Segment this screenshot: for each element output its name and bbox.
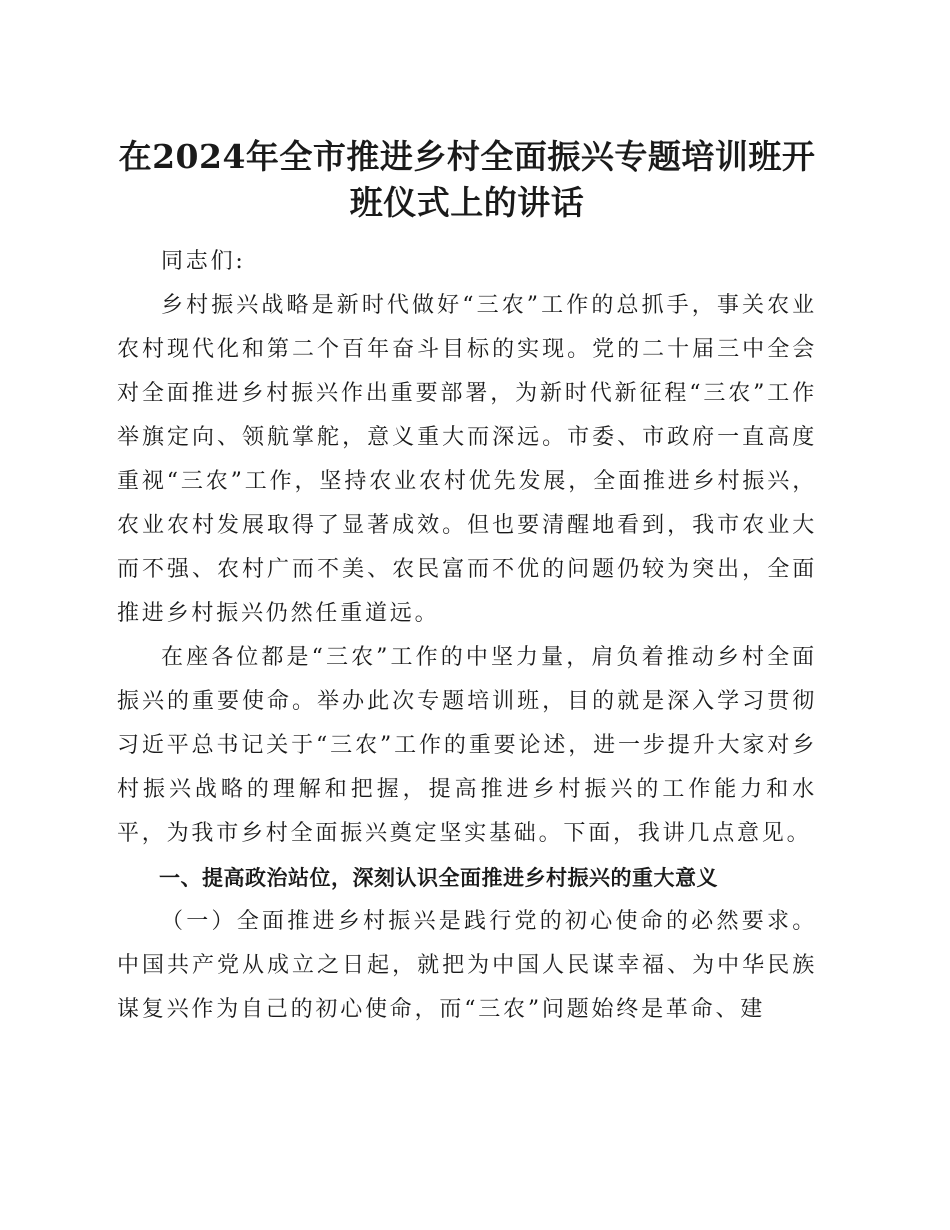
title-line-2: 班仪式上的讲话 (349, 183, 585, 222)
paragraph-purpose: 在座各位都是“三农”工作的中坚力量，肩负着推动乡村全面振兴的重要使命。举办此次专题培训班，目的就是深入学习贯彻习近平总书记关于“三农”工作的重要论述，进一步提升大家对乡村振兴战略的理解和把握，提高推进乡村振兴的工作能力和水平，为我市乡村全面振兴奠定坚实基础。下面，我讲几点意见。 (117, 645, 817, 846)
subsection-paragraph-1: （一）全面推进乡村振兴是践行党的初心使命的必然要求。中国共产党从成立之日起，就把为中国人民谋幸福、为中华民族谋复兴作为自己的初心使命，而“三农”问题始终是革命、建 (117, 909, 817, 1022)
document-body (117, 134, 817, 1032)
greeting: 同志们: (161, 249, 246, 274)
section-heading-1: 一、提高政治站位，深刻认识全面推进乡村振兴的重大意义 (159, 866, 718, 890)
paragraph-intro: 乡村振兴战略是新时代做好“三农”工作的总抓手，事关农业农村现代化和第二个百年奋斗目标的实现。党的二十届三中全会对全面推进乡村振兴作出重要部署，为新时代新征程“三农”工作举旗定向、领航掌舵，意义重大而深远。市委、市政府一直高度重视“三农”工作，坚持农业农村优先发展，全面推进乡村振兴，农业农村发展取得了显著成效。但也要清醒地看到，我市农业大而不强、农村广而不美、农民富而不优的问题仍较为突出，全面推进乡村振兴仍然任重道远。 (117, 293, 817, 626)
document-title (117, 134, 817, 226)
title-line-1: 在2024年全市推进乡村全面振兴专题培训班开 (118, 137, 816, 176)
